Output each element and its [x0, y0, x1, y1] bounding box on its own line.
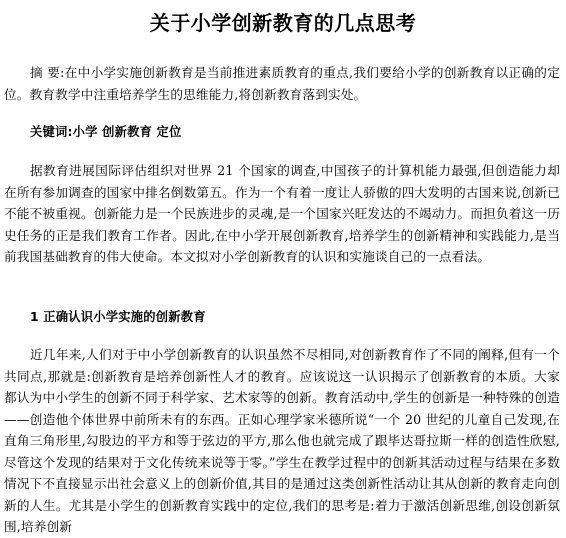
abstract-paragraph: 摘 要:在中小学实施创新教育是当前推进素质教育的重点,我们要给小学的创新教育以正确的定位。教育教学中注重培养学生的思维能力,将创新教育落到实处。: [4, 65, 560, 102]
section-1-paragraph: 近几年来,人们对于中小学创新教育的认识虽然不尽相同,对创新教育作了不同的阐释,但有一个共同点,那就是:创新教育是培养创新性人才的教育。应该说这一认识揭示了创新教育的本质。大家都认为中小学生的创新不同于科学家、艺术家等的创新。教育活动中,学生的创新是一种特殊的创造——创造他个体世界中前所未有的东西。正如心理学家米德所说“一个 20 世纪的儿童自己发现,在直角三角形里,勾股边的平方和等于弦边的平方,那么他也就完成了跟毕达哥拉斯一样的创造性欣慰,尽管这个发现的结果对于文化传统来说等于零。”学生在教学过程中的创新其活动过程与结果在多数情况下不直接显示出社会意义上的创新价值,其目的是通过这类创新性活动让其从创新的教育走向创新的人生。尤其是小学生的创新教育实践中的定位,我们的思考是:着力于激活创新思维,创设创新氛围,培养创新: [4, 347, 560, 534]
document-title: 关于小学创新教育的几点思考: [149, 11, 417, 35]
keywords-line: 关键词:小学 创新教育 定位: [30, 125, 182, 139]
section-heading-1: 1 正确认识小学实施的创新教育: [30, 310, 206, 324]
intro-paragraph: 据教育进展国际评估组织对世界 21 个国家的调查,中国孩子的计算机能力最强,但创造能力却在所有参加调查的国家中排名倒数第五。作为一个有着一度让人骄傲的四大发明的古国来说,创新已不能不被重视。创新能力是一个民族进步的灵魂,是一个国家兴旺发达的不竭动力。而担负着这一历史任务的正是我们教育工作者。因此,在中小学开展创新教育,培养学生的创新精神和实践能力,是当前我国基础教育的伟大使命。本文拟对小学创新教育的认识和实施谈自己的一点看法。: [4, 163, 560, 264]
